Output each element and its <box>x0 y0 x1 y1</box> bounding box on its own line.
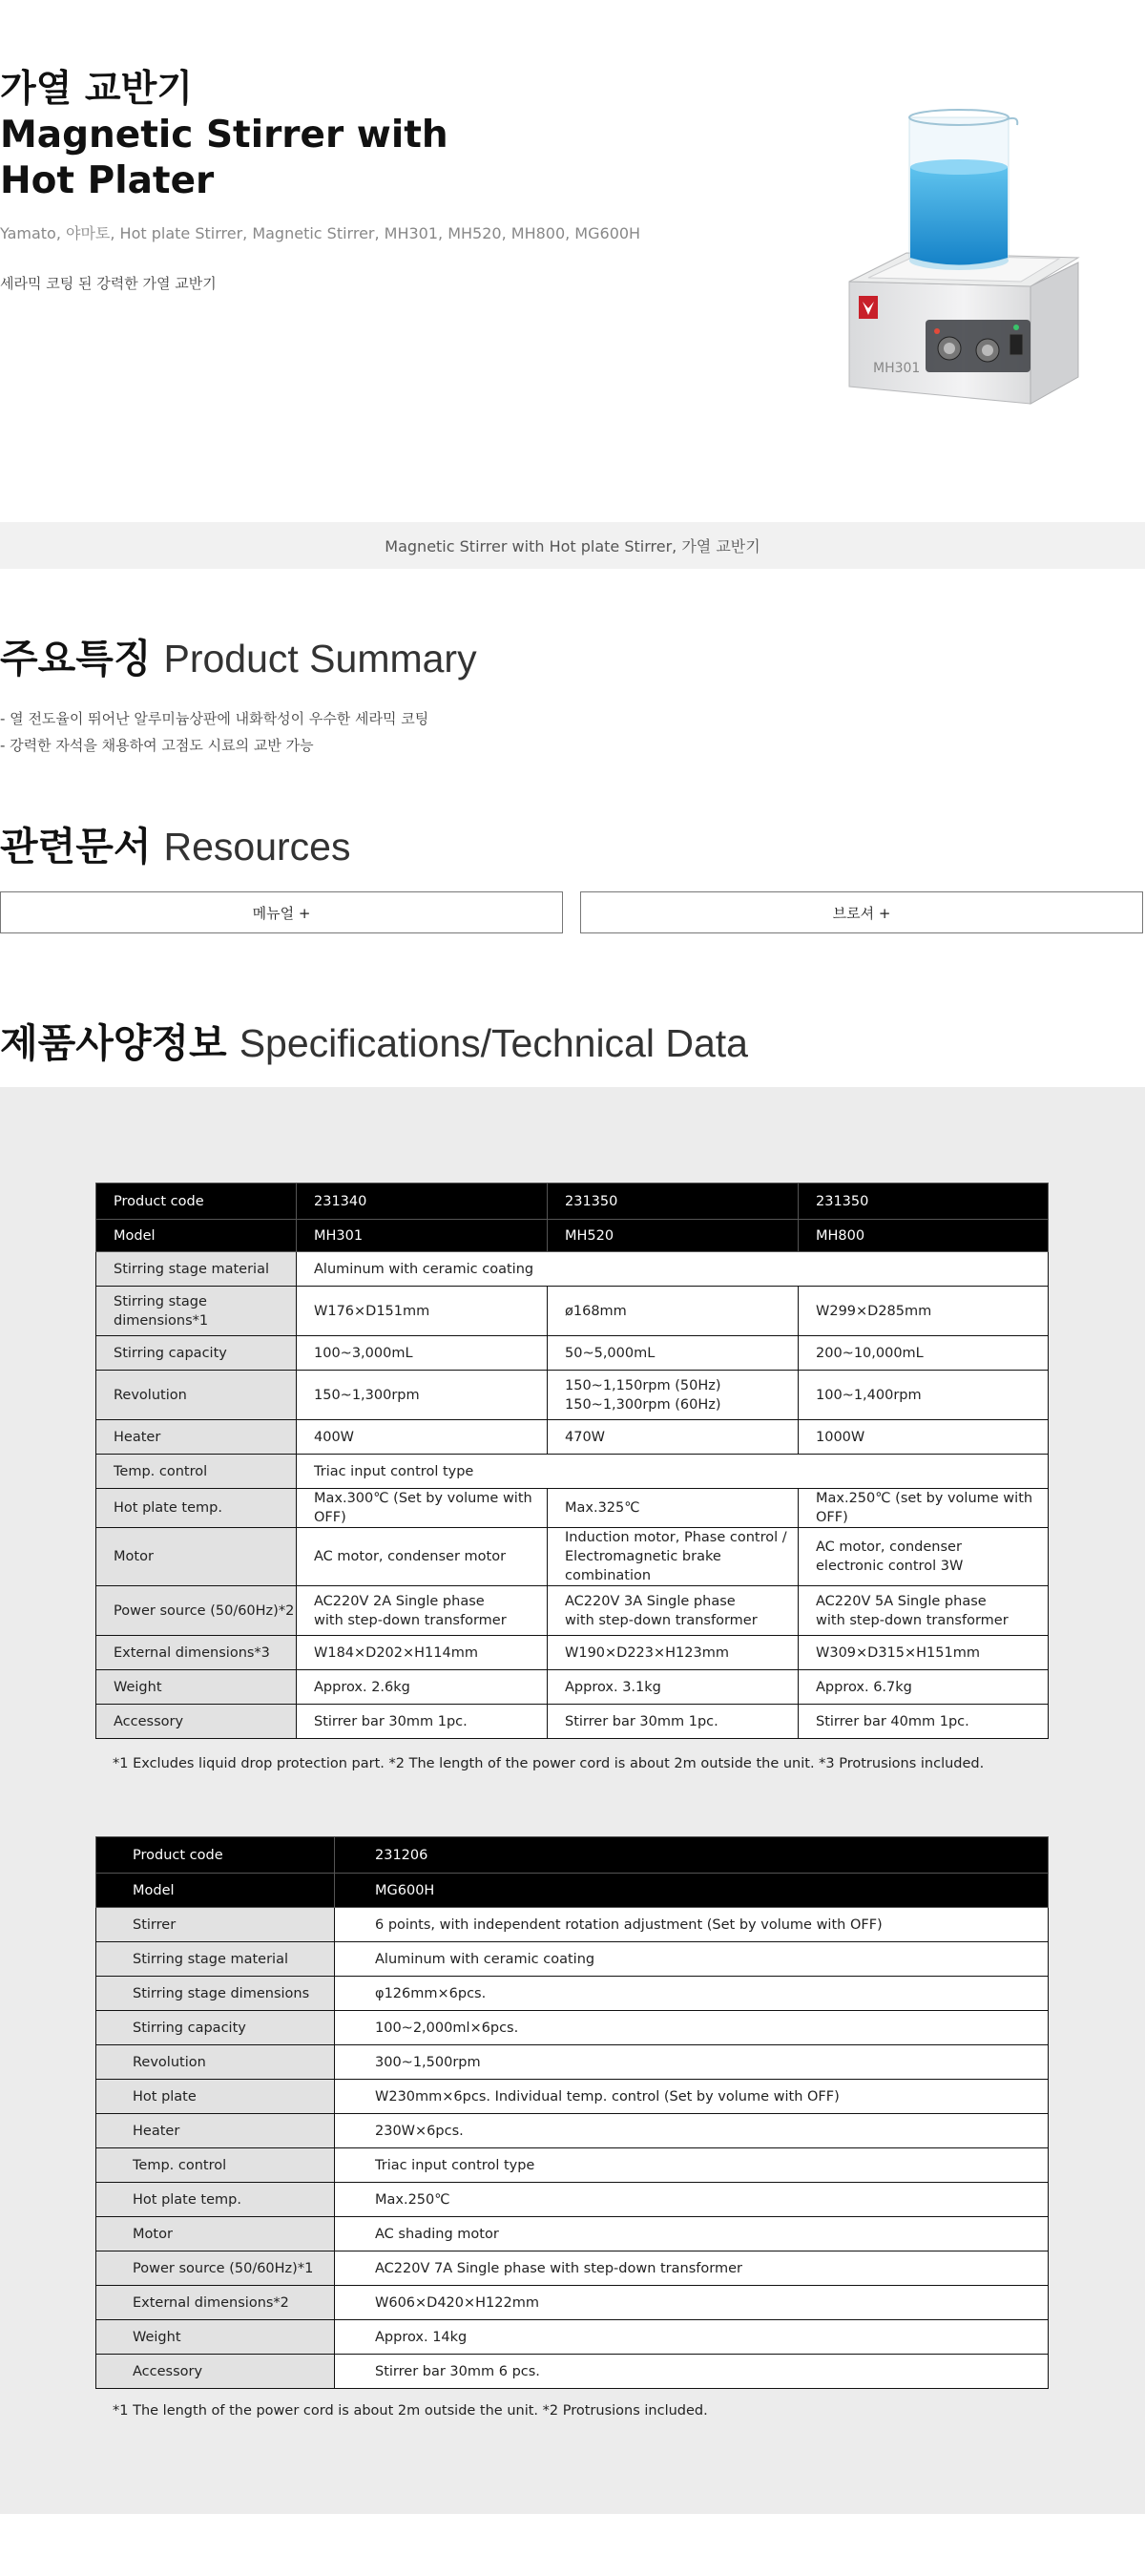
spec-value: W230mm×6pcs. Individual temp. control (Set by volume with OFF) <box>335 2080 1049 2114</box>
spec-row <box>96 2148 1049 2183</box>
spec-value: 1000W <box>799 1420 1049 1455</box>
spec-label: Heater <box>96 2114 335 2148</box>
spec-value: 470W <box>548 1420 799 1455</box>
spec-value: Induction motor, Phase control / Electromagnetic brake combination <box>548 1528 799 1586</box>
brochure-download-button[interactable]: 브로셔 + <box>580 891 1143 933</box>
spec-value: AC220V 2A Single phase with step-down transformer <box>297 1586 548 1636</box>
spec-value: W606×D420×H122mm <box>335 2286 1049 2320</box>
spec-value: 150~1,300rpm <box>297 1371 548 1420</box>
spec-row <box>96 2355 1049 2389</box>
spec-row <box>96 2217 1049 2251</box>
spec-value: W299×D285mm <box>799 1287 1049 1336</box>
spec-table-mh-series-footnote: *1 Excludes liquid drop protection part. *2 The length of the power cord is about 2m outside the unit. *3 Protrusions included. <box>113 1756 985 1771</box>
spec-value: Stirrer bar 30mm 1pc. <box>548 1705 799 1739</box>
spec-label: Revolution <box>96 2045 335 2080</box>
spec-value: AC220V 3A Single phase with step-down transformer <box>548 1586 799 1636</box>
spec-value: Stirrer bar 30mm 1pc. <box>297 1705 548 1739</box>
manual-download-button[interactable]: 메뉴얼 + <box>0 891 563 933</box>
product-summary-heading-en: Product Summary <box>163 637 477 681</box>
spec-label: Model <box>96 1220 297 1252</box>
spec-row <box>96 1942 1049 1977</box>
spec-label: Accessory <box>96 2355 335 2389</box>
resources-heading-ko: 관련문서 <box>0 824 152 869</box>
spec-label: Stirring stage material <box>96 1252 297 1287</box>
spec-label: Product code <box>96 1837 335 1874</box>
page-title-korean: 가열 교반기 <box>0 68 193 111</box>
spec-label: Heater <box>96 1420 297 1455</box>
spec-value: Approx. 6.7kg <box>799 1670 1049 1705</box>
spec-value: Approx. 3.1kg <box>548 1670 799 1705</box>
category-banner-text: Magnetic Stirrer with Hot plate Stirrer, 가열 교반기 <box>385 537 760 555</box>
spec-value: 50~5,000mL <box>548 1336 799 1371</box>
spec-value: Max.250℃ (set by volume with OFF) <box>799 1489 1049 1528</box>
spec-label: Product code <box>96 1183 297 1220</box>
spec-value: AC shading motor <box>335 2217 1049 2251</box>
spec-value: 200~10,000mL <box>799 1336 1049 1371</box>
spec-value: 100~1,400rpm <box>799 1371 1049 1420</box>
spec-row <box>96 1371 1049 1420</box>
spec-row <box>96 2320 1049 2355</box>
spec-value: Approx. 14kg <box>335 2320 1049 2355</box>
spec-label: Hot plate <box>96 2080 335 2114</box>
spec-value: ø168mm <box>548 1287 799 1336</box>
spec-value: Triac input control type <box>335 2148 1049 2183</box>
spec-value: 6 points, with independent rotation adjustment (Set by volume with OFF) <box>335 1908 1049 1942</box>
spec-row <box>96 2045 1049 2080</box>
page-title-english-line2: Hot Plater <box>0 159 215 202</box>
spec-row <box>96 2080 1049 2114</box>
spec-value: φ126mm×6pcs. <box>335 1977 1049 2011</box>
spec-value: MG600H <box>335 1874 1049 1908</box>
spec-value: Stirrer bar 30mm 6 pcs. <box>335 2355 1049 2389</box>
category-banner <box>0 522 1145 569</box>
spec-label: Stirrer <box>96 1908 335 1942</box>
spec-row <box>96 1837 1049 1874</box>
product-image-hot-plate-stirrer <box>830 100 1088 415</box>
spec-label: Temp. control <box>96 2148 335 2183</box>
spec-value: Aluminum with ceramic coating <box>297 1252 1049 1287</box>
spec-row <box>96 1586 1049 1636</box>
spec-label: Stirring stage dimensions*1 <box>96 1287 297 1336</box>
spec-value: 100~2,000ml×6pcs. <box>335 2011 1049 2045</box>
spec-label: Weight <box>96 2320 335 2355</box>
spec-row <box>96 1489 1049 1528</box>
spec-value: 230W×6pcs. <box>335 2114 1049 2148</box>
spec-row <box>96 2183 1049 2217</box>
page-title-english-line1: Magnetic Stirrer with <box>0 114 448 157</box>
spec-value: MH301 <box>297 1220 548 1252</box>
spec-value: AC220V 5A Single phase with step-down transformer <box>799 1586 1049 1636</box>
specifications-heading <box>0 1019 748 1067</box>
spec-label: Power source (50/60Hz)*1 <box>96 2251 335 2286</box>
spec-row <box>96 1220 1049 1252</box>
spec-row <box>96 1336 1049 1371</box>
spec-label: Stirring stage dimensions <box>96 1977 335 2011</box>
product-tagline: 세라믹 코팅 된 강력한 가열 교반기 <box>0 275 217 292</box>
spec-value: 231350 <box>548 1183 799 1220</box>
spec-value: Approx. 2.6kg <box>297 1670 548 1705</box>
spec-label: Motor <box>96 1528 297 1586</box>
spec-value: Max.325℃ <box>548 1489 799 1528</box>
spec-value: W309×D315×H151mm <box>799 1636 1049 1670</box>
spec-label: External dimensions*3 <box>96 1636 297 1670</box>
spec-value: Max.300℃ (Set by volume with OFF) <box>297 1489 548 1528</box>
spec-row <box>96 1977 1049 2011</box>
spec-value: 300~1,500rpm <box>335 2045 1049 2080</box>
spec-row <box>96 2011 1049 2045</box>
spec-label: Stirring capacity <box>96 1336 297 1371</box>
spec-table-mh-series <box>95 1183 1049 1739</box>
spec-row <box>96 2286 1049 2320</box>
spec-value: Aluminum with ceramic coating <box>335 1942 1049 1977</box>
feature-item: - 열 전도율이 뛰어난 알루미늄상판에 내화학성이 우수한 세라믹 코팅 <box>0 710 429 727</box>
spec-label: Accessory <box>96 1705 297 1739</box>
spec-label: Weight <box>96 1670 297 1705</box>
spec-value: 231340 <box>297 1183 548 1220</box>
spec-label: Stirring capacity <box>96 2011 335 2045</box>
spec-value: Max.250℃ <box>335 2183 1049 2217</box>
spec-row <box>96 1287 1049 1336</box>
spec-value: Triac input control type <box>297 1455 1049 1489</box>
spec-value: MH520 <box>548 1220 799 1252</box>
spec-row <box>96 1874 1049 1908</box>
product-keywords: Yamato, 야마토, Hot plate Stirrer, Magnetic Stirrer, MH301, MH520, MH800, MG600H <box>0 224 641 242</box>
specifications-heading-en: Specifications/Technical Data <box>239 1021 748 1065</box>
specifications-heading-ko: 제품사양정보 <box>0 1020 227 1066</box>
spec-label: Motor <box>96 2217 335 2251</box>
spec-value: W176×D151mm <box>297 1287 548 1336</box>
spec-row <box>96 1252 1049 1287</box>
spec-row <box>96 2251 1049 2286</box>
spec-label: Hot plate temp. <box>96 1489 297 1528</box>
spec-label: Model <box>96 1874 335 1908</box>
spec-row <box>96 2114 1049 2148</box>
spec-row <box>96 1420 1049 1455</box>
spec-label: Temp. control <box>96 1455 297 1489</box>
spec-value: 231350 <box>799 1183 1049 1220</box>
spec-value: 150~1,150rpm (50Hz) 150~1,300rpm (60Hz) <box>548 1371 799 1420</box>
spec-row <box>96 1455 1049 1489</box>
product-model-label: MH301 <box>873 361 921 376</box>
spec-row <box>96 1908 1049 1942</box>
spec-table-mg600h <box>95 1836 1049 2389</box>
spec-label: Power source (50/60Hz)*2 <box>96 1586 297 1636</box>
feature-item: - 강력한 자석을 채용하여 고점도 시료의 교반 가능 <box>0 737 314 754</box>
spec-row <box>96 1183 1049 1220</box>
resources-heading-en: Resources <box>163 825 351 869</box>
spec-row <box>96 1636 1049 1670</box>
spec-value: AC motor, condenser electronic control 3W <box>799 1528 1049 1586</box>
spec-label: External dimensions*2 <box>96 2286 335 2320</box>
spec-label: Hot plate temp. <box>96 2183 335 2217</box>
spec-row <box>96 1670 1049 1705</box>
spec-label: Stirring stage material <box>96 1942 335 1977</box>
product-summary-heading <box>0 635 477 682</box>
spec-value: 100~3,000mL <box>297 1336 548 1371</box>
product-summary-heading-ko: 주요특징 <box>0 636 152 681</box>
spec-value: MH800 <box>799 1220 1049 1252</box>
resources-heading <box>0 823 350 870</box>
spec-table-mg600h-footnote: *1 The length of the power cord is about 2m outside the unit. *2 Protrusions included. <box>113 2403 708 2419</box>
spec-value: AC motor, condenser motor <box>297 1528 548 1586</box>
spec-row <box>96 1528 1049 1586</box>
spec-row <box>96 1705 1049 1739</box>
spec-value: W190×D223×H123mm <box>548 1636 799 1670</box>
spec-value: 231206 <box>335 1837 1049 1874</box>
spec-label: Revolution <box>96 1371 297 1420</box>
spec-value: AC220V 7A Single phase with step-down transformer <box>335 2251 1049 2286</box>
spec-value: W184×D202×H114mm <box>297 1636 548 1670</box>
spec-value: 400W <box>297 1420 548 1455</box>
spec-value: Stirrer bar 40mm 1pc. <box>799 1705 1049 1739</box>
